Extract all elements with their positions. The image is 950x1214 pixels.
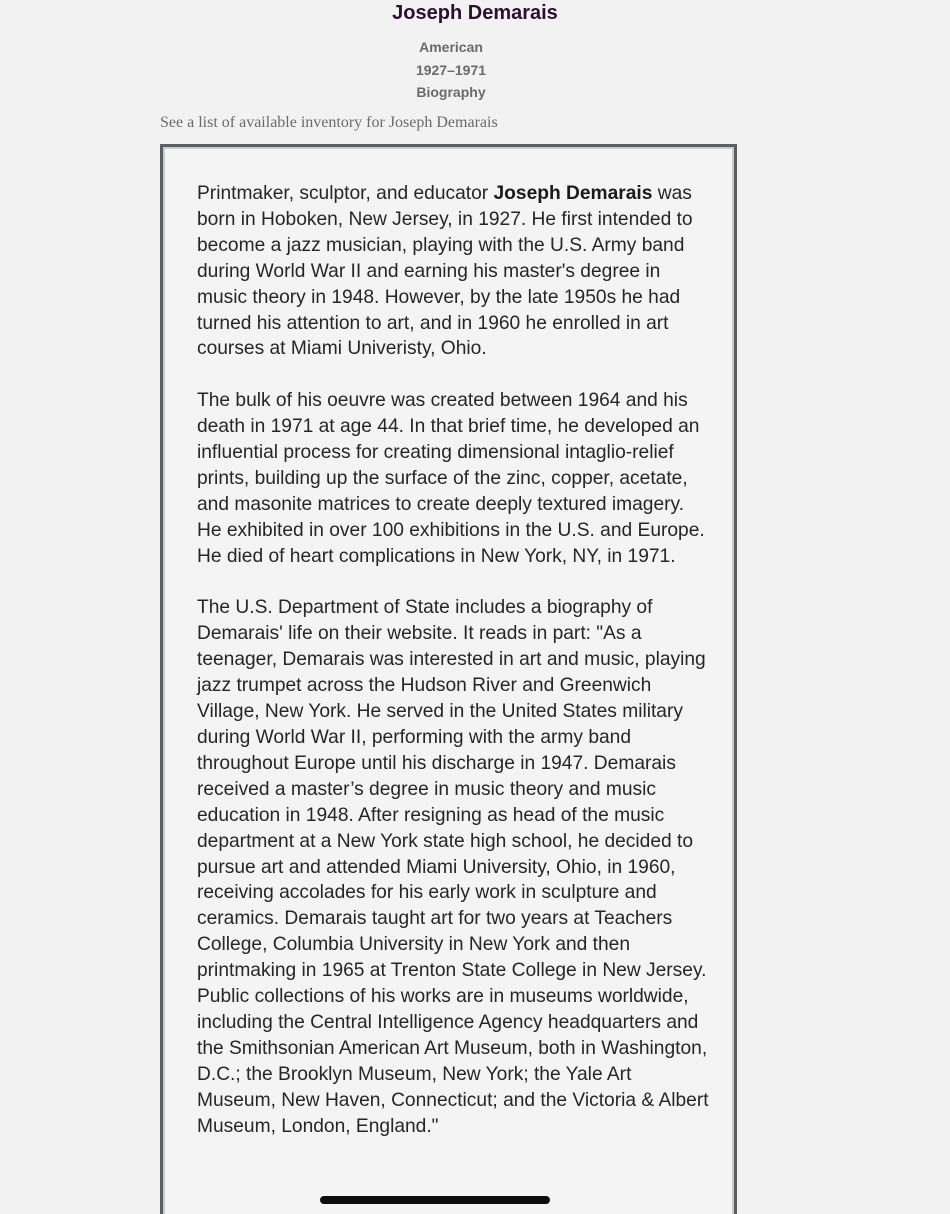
artist-nationality: American bbox=[419, 39, 483, 55]
bio-paragraph-3: The U.S. Department of State includes a biography of Demarais' life on their website. It reads in part: "As a teenager, Demarais was interested in art and music, playing jazz trumpet across the Hudson River and Greenwich Village, New York. He served in the United States military during World War II, performing with the army band throughout Europe until his discharge in 1947. Demarais received a master’s degree in music theory and music education in 1948. After resigning as head of the music department at a New York state high school, he decided to pursue art and attended Miami University, Ohio, in 1960, receiving accolades for his early work in sculpture and ceramics. Demarais taught art for two years at Teachers College, Columbia University in New York and then printmaking in 1965 at Trenton State College in New Jersey. Public collections of his works are in museums worldwide, including the Central Intelligence Agency headquarters and the Smithsonian American Art Museum, both in Washington, D.C.; the Brooklyn Museum, New York; the Yale Art Museum, New Haven, Connecticut; and the Victoria & Albert Museum, London, England." bbox=[197, 597, 709, 1137]
bio-artist-name: Joseph Demarais bbox=[493, 183, 653, 204]
biography-link[interactable]: Biography bbox=[416, 84, 486, 100]
artist-dates: 1927–1971 bbox=[415, 62, 487, 78]
inventory-link[interactable]: See a list of available inventory for Joseph Demarais bbox=[160, 114, 498, 131]
biography-panel bbox=[160, 144, 737, 1214]
bio-p1-intro: Printmaker, sculptor, and educator bbox=[197, 183, 494, 204]
artist-name: Joseph Demarais bbox=[392, 2, 558, 24]
bio-paragraph-1 bbox=[197, 181, 712, 362]
bio-p1-rest: was born in Hoboken, New Jersey, in 1927. He first intended to become a jazz musician, playing with the U.S. Army band during World War II and earning his master's degree in music theory in 1948. However, by the late 1950s he had turned his attention to art, and in 1960 he enrolled in art courses at Miami Univeristy, Ohio. bbox=[197, 183, 693, 360]
bio-paragraph-2: The bulk of his oeuvre was created between 1964 and his death in 1971 at age 44. In that brief time, he developed an influential process for creating dimensional intaglio-relief prints, building up the surface of the zinc, copper, acetate, and masonite matrices to create deeply textured imagery. He exhibited in over 100 exhibitions in the U.S. and Europe. He died of heart complications in New York, NY, in 1971. bbox=[197, 390, 705, 567]
biography-text bbox=[197, 181, 712, 1140]
home-indicator[interactable] bbox=[320, 1196, 550, 1204]
